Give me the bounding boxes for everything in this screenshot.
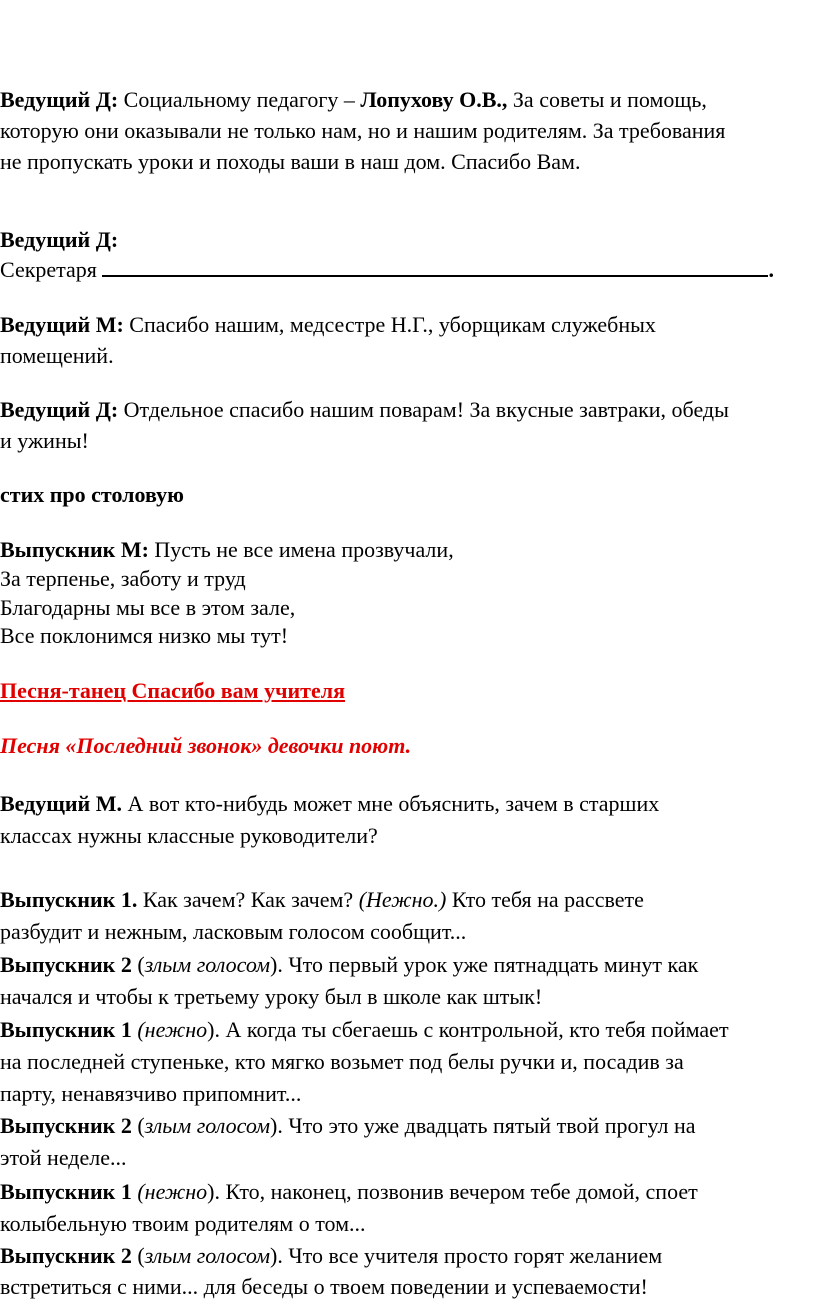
paren-open: ( <box>131 1243 145 1268</box>
paragraph-line <box>0 479 816 511</box>
paren-open: ( <box>131 1113 145 1138</box>
dialogue-text: Что это уже двадцать пятый твой прогул на <box>282 1113 696 1138</box>
fill-in-blank-line <box>102 255 768 277</box>
speaker-label: Ведущий М: <box>0 312 124 337</box>
speaker-label: Выпускник 2 <box>0 952 132 977</box>
stage-direction: злым голосом <box>144 1243 271 1268</box>
dialogue-text: Социальному педагогу – <box>118 87 361 112</box>
paragraph-line: и ужины! <box>0 428 89 453</box>
paragraph-line <box>0 675 816 707</box>
paragraph-line: которую они оказывали не только нам, но и нашим родителям. За требования <box>0 118 726 143</box>
paragraph-line: классах нужны классные руководители? <box>0 823 378 848</box>
speaker-label: Ведущий Д: <box>0 87 119 112</box>
person-name: Лопухову О.В., <box>360 87 508 112</box>
paragraph-line <box>0 309 816 341</box>
paren-close: ). <box>207 1179 220 1204</box>
paragraph-line <box>0 1110 816 1142</box>
dialogue-text: Что первый урок уже пятнадцать минут как <box>282 952 699 977</box>
paragraph-line: колыбельную твоим родителям о том... <box>0 1211 366 1236</box>
dialogue-text: Отдельное спасибо нашим поварам! За вкусные завтраки, обеды <box>118 397 729 422</box>
paragraph-line <box>0 534 816 566</box>
dialogue-text: А когда ты сбегаешь с контрольной, кто тебя поймает <box>220 1017 729 1042</box>
paragraph-line: парту, ненавязчиво припомнит... <box>0 1081 302 1106</box>
paragraph-line: разбудит и нежным, ласковым голосом сообщит... <box>0 919 467 944</box>
paragraph-line <box>0 84 816 116</box>
dialogue-text: Секретаря <box>0 257 103 282</box>
paragraph-line <box>0 884 816 916</box>
paragraph-line <box>0 394 816 426</box>
paragraph-line <box>0 224 816 256</box>
paragraph-line <box>0 254 816 286</box>
paren-open: ( <box>131 952 145 977</box>
paragraph-line <box>0 1176 816 1208</box>
dialogue-text: А вот кто-нибудь может мне объяснить, зачем в старших <box>121 791 660 816</box>
poem-line: Пусть не все имена прозвучали, <box>148 537 454 562</box>
stage-direction: злым голосом <box>144 952 271 977</box>
dialogue-text: Как зачем? Как зачем? <box>137 887 359 912</box>
song-title-red-underlined: Песня-танец Спасибо вам учителя <box>0 678 345 703</box>
dialogue-text: За советы и помощь, <box>507 87 707 112</box>
paragraph-line: этой неделе... <box>0 1145 127 1170</box>
speaker-label: Выпускник 2 <box>0 1243 132 1268</box>
paragraph-line: начался и чтобы к третьему уроку был в школе как штык! <box>0 984 543 1009</box>
stage-direction: (нежно <box>137 1017 208 1042</box>
paren-close: ). <box>207 1017 220 1042</box>
stage-direction: (нежно <box>137 1179 208 1204</box>
paragraph-line <box>0 949 816 981</box>
speaker-label: Ведущий М. <box>0 791 122 816</box>
poem-line: За терпенье, заботу и труд <box>0 566 246 591</box>
paragraph-line: не пропускать уроки и походы ваши в наш дом. Спасибо Вам. <box>0 149 581 174</box>
paragraph-line <box>0 730 816 762</box>
song-title-red-italic: Песня «Последний звонок» девочки поют. <box>0 733 412 758</box>
speaker-label: Выпускник 2 <box>0 1113 132 1138</box>
speaker-label: Ведущий Д: <box>0 227 119 252</box>
period-mark: . <box>768 257 774 282</box>
poem-line: Все поклонимся низко мы тут! <box>0 623 289 648</box>
paren-close: ). <box>270 952 283 977</box>
paren-close: ). <box>270 1243 283 1268</box>
dialogue-text: Кто тебя на рассвете <box>446 887 644 912</box>
paragraph-line <box>0 1240 816 1272</box>
dialogue-text: Что все учителя просто горят желанием <box>282 1243 663 1268</box>
stage-direction: (Нежно.) <box>358 887 447 912</box>
paren-close: ). <box>270 1113 283 1138</box>
speaker-label: Выпускник 1 <box>0 1017 132 1042</box>
speaker-label: Ведущий Д: <box>0 397 119 422</box>
section-heading: стих про столовую <box>0 482 184 507</box>
speaker-label: Выпускник 1. <box>0 887 138 912</box>
paragraph-line <box>0 1014 816 1046</box>
speaker-label: Выпускник 1 <box>0 1179 132 1204</box>
paragraph-line <box>0 788 816 820</box>
paragraph-line: на последней ступеньке, кто мягко возьмет под белы ручки и, посадив за <box>0 1049 684 1074</box>
dialogue-text: Спасибо нашим, медсестре Н.Г., уборщикам служебных <box>123 312 656 337</box>
stage-direction: злым голосом <box>144 1113 271 1138</box>
paragraph-line: помещений. <box>0 343 114 368</box>
dialogue-text: Кто, наконец, позвонив вечером тебе домой, споет <box>220 1179 698 1204</box>
paragraph-line: встретиться с ними... для беседы о твоем поведении и успеваемости! <box>0 1274 648 1299</box>
poem-line: Благодарны мы все в этом зале, <box>0 595 296 620</box>
speaker-label: Выпускник М: <box>0 537 149 562</box>
